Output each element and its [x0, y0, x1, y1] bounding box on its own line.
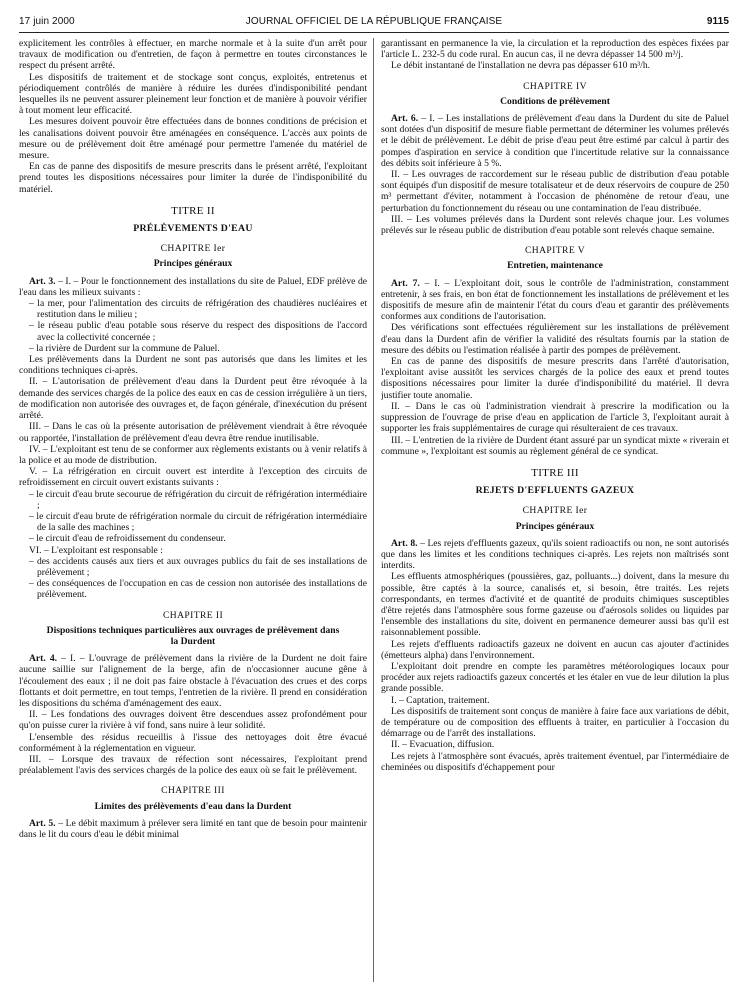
paragraph: Les rejets à l'atmosphère sont évacués, après traitement éventuel, par l'intermédiaire de cheminées ou dispositifs d'échappement pour: [381, 750, 729, 773]
paragraph: garantissant en permanence la vie, la circulation et la reproduction des espèces fixées par l'article L. 232-5 du code rural. En aucun cas, il ne devra dépasser 14 500 m³/j.: [381, 38, 729, 61]
list-item: – le circuit d'eau brute secourue de réfrigération du circuit de réfrigération intermédiaire ;: [29, 488, 367, 511]
paragraph: I. – Captation, traitement.: [391, 694, 490, 706]
chapter-heading: CHAPITRE V: [524, 245, 586, 257]
paragraph: II. – Les fondations des ouvrages doivent être descendues assez profondément pour qu'on puisse curer la rivière à vif fond, sans nuire à leur solidité.: [19, 709, 367, 732]
paragraph: L'exploitant doit prendre en compte les paramètres météorologiques locaux pour procéder aux rejets radioactifs gazeux concertés et les étaler en vue de leur dilution la plus grande possible.: [381, 660, 729, 695]
list-item: – des accidents causés aux tiers et aux ouvrages publics du fait de ses installations de prélèvement ;: [29, 555, 367, 578]
paragraph: Les effluents atmosphériques (poussières, gaz, polluants...) doivent, dans la mesure du possible, être captés à la source, canalisés et, si besoin, être traités. Les rejets correspondants, en termes d'activité et de quantité de produits chimiques susceptibles d'être rejetés dans l'atmosphère sous forme gazeuse ou d'aérosols solides ou liquides par l'ensemble des installations du site, doivent en permanence demeurer aussi bas qu'il est raisonnablement possible.: [381, 571, 729, 639]
paragraph: II. – Les ouvrages de raccordement sur le réseau public de distribution d'eau potable sont équipés d'un dispositif de mesure totalisateur et de deux réservoirs de coupure de 250 m³ permettant d'éviter, notamment à l'occasion de phénomène de retour d'eau, une perturbation du fonctionnement du réseau ou une contamination de l'eau distribuée.: [381, 169, 729, 214]
article-label: Art. 8.: [391, 537, 418, 549]
chapter-subheading: Entretien, maintenance: [507, 260, 603, 272]
article-label: Art. 6.: [391, 113, 419, 125]
paragraph: Les rejets d'effluents radioactifs gazeux ne doivent en aucun cas ajouter d'actinides (émetteurs alpha) dans l'environnement.: [381, 638, 729, 661]
chapter-heading: CHAPITRE II: [162, 609, 224, 621]
article-label: Art. 4.: [29, 653, 58, 665]
chapter-heading: CHAPITRE Ier: [160, 243, 226, 255]
article-5: [19, 818, 367, 840]
chapter-subheading: Principes généraux: [515, 520, 595, 532]
article-4: [19, 653, 367, 709]
paragraph: Des vérifications sont effectuées régulièrement sur les installations de prélèvement d'eau dans la Durdent afin de vérifier la validité des résultats fournis par la station de mesure des débits ou l'estimation réalisée à partir des pompes de prélèvement.: [381, 322, 729, 356]
paragraph: Les mesures doivent pouvoir être effectuées dans de bonnes conditions de précision et les canalisations doivent pouvoir être aménagées en conséquence. L'accès aux points de mesure ou de prélèvement doit être aménagé pour permettre l'amenée du matériel de mesure.: [19, 116, 367, 162]
article-text: – I. – Pour le fonctionnement des installations du site de Paluel, EDF prélève de l'eau dans les milieux suivants :: [19, 275, 367, 298]
article-label: Art. 7.: [391, 277, 420, 289]
paragraph: II. – Dans le cas où l'administration viendrait à prescrire la modification ou la suppression de l'ouvrage de prise d'eau en application de l'article 3, l'exploitant aurait à supporter les frais supplémentaires de curage qui résulteraient de ces travaux.: [381, 400, 729, 435]
right-column: [381, 38, 729, 984]
paragraph: III. – Dans le cas où la présente autorisation de prélèvement viendrait à être révoquée ou rapportée, l'installation de prélèvement d'eau devra être rendue inutilisable.: [19, 421, 367, 444]
article-6: [381, 113, 729, 169]
paragraph: En cas de panne des dispositifs de mesure prescrits dans l'arrêté d'autorisation, l'exploitant avise aussitôt les services chargés de la police des eaux et prend toutes dispositions nécessaires pour limiter la durée d'indisponibilité du matériel. Il devra justifier toute anomalie.: [381, 356, 729, 401]
chapter-subheading: Principes généraux: [153, 258, 233, 270]
paragraph: III. – Les volumes prélevés dans la Durdent sont relevés chaque jour. Les volumes prélevés sur le réseau public de distribution d'eau potable sont relevés chaque semaine.: [381, 213, 729, 237]
article-7: [381, 278, 729, 323]
list-item: – le réseau public d'eau potable sous réserve du respect des dispositions de l'accord avec la collectivité concernée ;: [29, 320, 367, 343]
header-date: 17 juin 2000: [19, 16, 75, 27]
page-number: 9115: [706, 16, 729, 27]
chapter-subheading: Limites des prélèvements d'eau dans la Durdent: [94, 800, 292, 812]
chapter-subheading: Dispositions techniques particulières aux ouvrages de prélèvement dans la Durdent: [46, 624, 340, 647]
paragraph: Le débit instantané de l'installation ne devra pas dépasser 610 m³/h.: [391, 60, 651, 72]
chapter-heading: CHAPITRE Ier: [522, 505, 588, 517]
paragraph: Les dispositifs de traitement sont conçus de manière à faire face aux variations de débit, de température ou de composition des effluents à traiter, en particulier à l'occasion du démarrage ou de l'arrêt des installations.: [381, 705, 729, 740]
chapter-heading: CHAPITRE III: [161, 785, 225, 797]
list-item: – la mer, pour l'alimentation des circuits de réfrigération des chaudières nucléaires et restitution dans le milieu ;: [29, 298, 367, 321]
paragraph: II. – L'autorisation de prélèvement d'eau dans la Durdent peut être révoquée à la demande des services chargés de la police des eaux en cas de cession irrégulière à un tiers, de modification non autorisée des ouvrages et, de façon générale, d'inexécution du présent arrêté.: [19, 376, 367, 422]
paragraph: L'ensemble des résidus recueillis à l'issue des nettoyages doit être évacué conformément à la réglementation en vigueur.: [19, 731, 367, 754]
paragraph: VI. – L'exploitant est responsable :: [29, 544, 163, 556]
list: [19, 489, 367, 545]
paragraph: V. – La réfrigération en circuit ouvert est interdite à l'exception des circuits de refroidissement en circuit ouvert existants suivants :: [19, 466, 367, 489]
paragraph: Les dispositifs de traitement et de stockage sont conçus, exploités, entretenus et périodiquement contrôlés de manière à réduire les durées d'indisponibilité pendant lesquelles ils ne peuvent assurer pleinement leur fonction et de manière à pouvoir vérifier à tout moment leur efficacité.: [19, 71, 367, 117]
titre-subheading: PRÉLÈVEMENTS D'EAU: [133, 223, 253, 235]
article-text: – I. – Les installations de prélèvement d'eau dans la Durdent du site de Paluel sont dotées d'un dispositif de mesure fiable permettant de déterminer les volumes prélevés et le débit de prélèvement. Le débit de prise d'eau peut être estimé par calcul à partir des pompes d'aspiration en service à condition que l'incertitude relative sur la connaissance des débits soit inférieure à 5 %.: [381, 113, 729, 169]
column-divider: [373, 38, 374, 982]
page-header: [19, 14, 729, 33]
paragraph: En cas de panne des dispositifs de mesure prescrits dans le présent arrêté, l'exploitant prend toutes les dispositions nécessaires pour limiter la durée de l'indisponibilité du matériel.: [19, 161, 367, 195]
chapter-subheading: Conditions de prélèvement: [500, 95, 610, 107]
list-item: – des conséquences de l'occupation en cas de cession non autorisée des installations de prélèvement.: [29, 578, 367, 601]
list: [19, 298, 367, 354]
paragraph: III. – Lorsque des travaux de réfection sont nécessaires, l'exploitant prend préalablement l'avis des services chargés de la police des eaux où se fait le prélèvement.: [19, 753, 367, 777]
titre-subheading: REJETS D'EFFLUENTS GAZEUX: [475, 485, 635, 497]
article-text: – I. – L'exploitant doit, sous le contrôle de l'administration, constamment entretenir, à ses frais, en bon état de fonctionnement les installations de prélèvement et les dispositifs de mesure afin de maintenir l'état du cours d'eau et garantir des prélèvements conformes aux conditions de l'autorisation.: [381, 277, 729, 323]
article-label: Art. 5.: [29, 817, 56, 829]
article-text: – I. – L'ouvrage de prélèvement dans la rivière de la Durdent ne doit faire aucune saillie sur l'alignement de la berge, afin de n'occasionner aucune gêne à l'écoulement des eaux ; il ne doit pas faire obstacle à l'évacuation des crues et des corps flottants et doit permettre, en tout temps, l'entretien de la rivière. Il prend en considération les dispositions du schéma d'aménagement des eaux.: [19, 653, 367, 709]
list-item: – la rivière de Durdent sur la commune de Paluel.: [29, 342, 220, 354]
chapter-heading: CHAPITRE IV: [523, 80, 587, 92]
article-3: [19, 276, 367, 298]
paragraph: III. – L'entretien de la rivière de Durdent étant assuré par un syndicat mixte « riverain et commune », l'exploitant est soumis au règlement général de ce syndicat.: [381, 434, 729, 457]
list-item: – le circuit d'eau brute de réfrigération normale du circuit de réfrigération intermédiaire de la salle des machines ;: [29, 510, 367, 534]
paragraph: Les prélèvements dans la Durdent ne sont pas autorisés que dans les limites et les conditions techniques ci-après.: [19, 354, 367, 377]
article-text: – Le débit maximum à prélever sera limité en tant que de besoin pour maintenir dans le lit du cours d'eau le débit minimal: [19, 817, 367, 840]
journal-title: JOURNAL OFFICIEL DE LA RÉPUBLIQUE FRANÇAISE: [245, 16, 503, 27]
titre-heading: TITRE II: [171, 204, 215, 217]
article-label: Art. 3.: [29, 275, 56, 287]
paragraph: explicitement les contrôles à effectuer, en marche normale et à la suite d'un arrêt pour travaux de modification ou d'entretien, de façon à permettre en toutes circonstances le respect du présent arrêté.: [19, 38, 367, 72]
paragraph: II. – Evacuation, diffusion.: [391, 739, 495, 751]
paragraph: IV. – L'exploitant est tenu de se conformer aux règlements existants ou à venir relatifs à la police et au mode de distribution.: [19, 443, 367, 466]
left-column: [19, 38, 367, 984]
article-text: – Les rejets d'effluents gazeux, qu'ils soient radioactifs ou non, ne sont autorisés que dans les limites et les conditions techniques ci-après. Les rejets non maîtrisés sont interdits.: [381, 537, 729, 572]
titre-heading: TITRE III: [531, 466, 579, 479]
list-item: – le circuit d'eau de refroidissement du condenseur.: [29, 533, 226, 545]
article-8: [381, 538, 729, 572]
list: [19, 556, 367, 601]
